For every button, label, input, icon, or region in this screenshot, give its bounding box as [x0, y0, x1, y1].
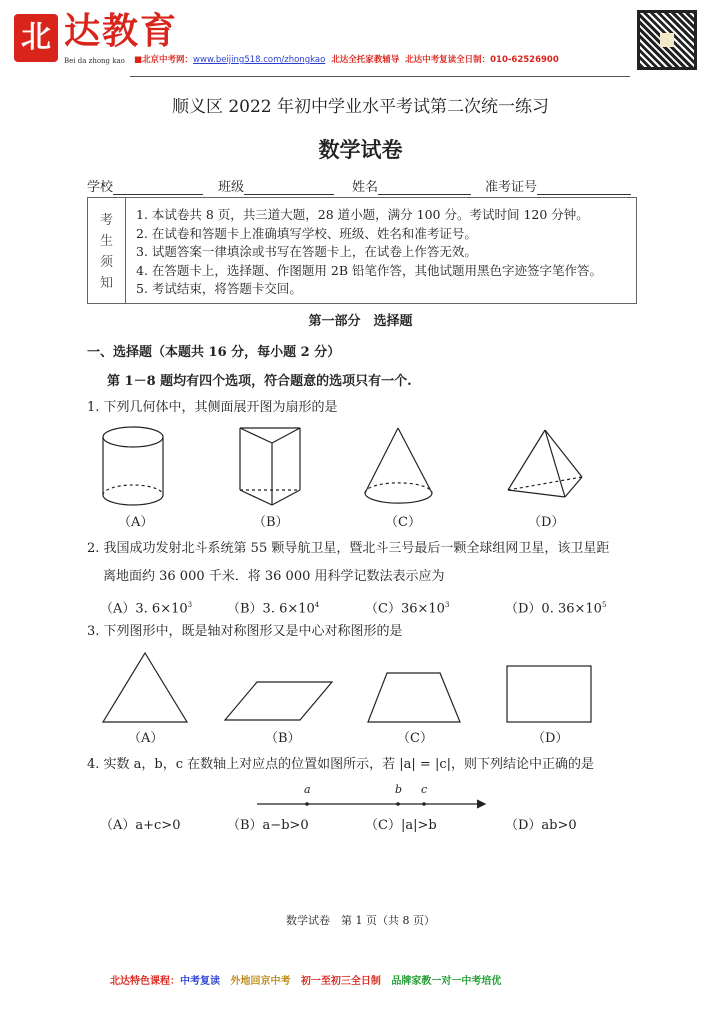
q2-option-a[interactable]: [100, 597, 192, 617]
q3-option-d[interactable]: （D）: [532, 731, 569, 746]
rectangle-figure: [505, 664, 595, 724]
q3-option-c[interactable]: （C）: [397, 731, 433, 746]
q1-option-d[interactable]: （D）: [528, 515, 565, 530]
logo-mark: 北: [14, 14, 58, 62]
site-link[interactable]: www.beijing518.com/zhongkao: [193, 55, 326, 65]
q4-text: 4. 实数 a，b，c 在数轴上对应点的位置如图所示，若 |a| = |c|，则下列结论中正确的是: [87, 757, 594, 772]
ad-course: 外地回京中考: [230, 976, 291, 987]
id-field[interactable]: [485, 176, 631, 195]
notice-item: 4. 在答题卡上，选择题、作图题用 2B 铅笔作答，其他试题用黑色字迹签字笔作答。: [136, 262, 602, 278]
school-field[interactable]: [87, 176, 203, 195]
promo-1: 北达全托家教辅导: [331, 55, 400, 65]
q1-option-b[interactable]: （B）: [253, 515, 289, 530]
triangle-figure: [100, 650, 190, 725]
q2-option-d-text: （D）0. 36×10: [505, 601, 602, 617]
header-divider: [130, 76, 630, 77]
q3-text: 3. 下列图形中，既是轴对称图形又是中心对称图形的是: [87, 624, 403, 639]
q2-text-line1: 2. 我国成功发射北斗系统第 55 颗导航卫星，暨北斗三号最后一颗全球组网卫星，该卫星距: [87, 541, 610, 556]
prism-figure: [232, 425, 312, 510]
q2-option-c[interactable]: [365, 597, 449, 617]
q3-option-a[interactable]: （A）: [128, 731, 164, 746]
notice-item: 3. 试题答案一律填涂或书写在答题卡上，在试卷上作答无效。: [136, 244, 477, 259]
class-field[interactable]: [218, 176, 334, 195]
ad-course: 品牌家教一对一中考培优: [391, 976, 502, 987]
exponent: 3: [187, 601, 193, 609]
q1-option-c[interactable]: （C）: [385, 515, 421, 530]
q2-option-a-text: （A）3. 6×10: [100, 601, 188, 617]
number-line: [255, 797, 490, 813]
point-c-label: c: [421, 783, 428, 796]
section-heading: 一、选择题（本题共 16 分，每小题 2 分）: [87, 345, 341, 360]
trapezoid-figure: [365, 670, 465, 725]
exponent: 4: [314, 601, 320, 609]
q2-option-b[interactable]: [227, 597, 319, 617]
q2-text-line2: 离地面约 36 000 千米．将 36 000 用科学记数法表示应为: [103, 569, 445, 584]
point-b-label: b: [395, 783, 403, 796]
notice-box: [87, 197, 637, 304]
q4-option-c[interactable]: （C）|a|>b: [365, 818, 437, 833]
ad-label: 北达特色课程：: [110, 976, 180, 987]
promo-2: 北达中考复读全日制：010-62526900: [405, 55, 559, 65]
notice-item: 2. 在试卷和答题卡上准确填写学校、班级、姓名和准考证号。: [136, 225, 477, 241]
instruction: 第 1－8 题均有四个选项，符合题意的选项只有一个.: [107, 374, 412, 389]
name-label: 姓名: [352, 180, 379, 195]
ad-course: 初一至初三全日制: [300, 976, 381, 987]
q2-option-c-text: （C）36×10: [365, 601, 445, 617]
ad-line: [110, 972, 501, 987]
exponent: 3: [444, 601, 450, 609]
exponent: 5: [601, 601, 607, 609]
site-label: 北京中考网：: [142, 55, 194, 65]
logo-text: 达教育: [64, 10, 179, 52]
qr-code-icon: [637, 10, 697, 70]
notice-label: 考生须知: [88, 198, 126, 303]
q2-option-d[interactable]: [505, 597, 606, 617]
notice-item: 1. 本试卷共 8 页，共三道大题，28 道小题，满分 100 分。考试时间 120 分钟。: [136, 207, 589, 222]
ad-course: 中考复读: [180, 976, 220, 987]
exam-subtitle: 数学试卷: [318, 137, 403, 162]
notice-items: [136, 206, 602, 299]
id-label: 准考证号: [485, 180, 538, 195]
parallelogram-figure: [222, 670, 342, 725]
q2-option-b-text: （B）3. 6×10: [227, 601, 315, 617]
class-label: 班级: [218, 180, 245, 195]
exam-title: 顺义区 2022 年初中学业水平考试第二次统一练习: [171, 97, 550, 117]
q4-option-b[interactable]: （B）a−b>0: [227, 818, 309, 833]
part-heading: 第一部分 选择题: [308, 314, 413, 329]
school-label: 学校: [87, 180, 114, 195]
name-field[interactable]: [352, 176, 471, 195]
point-a-label: a: [304, 783, 311, 796]
header-line: ■北京中考网：www.beijing518.com/zhongkao 北达全托家教辅导 北达中考复读全日制：010-62526900: [134, 55, 559, 65]
notice-item: 5. 考试结束，将答题卡交回。: [136, 281, 302, 296]
pyramid-figure: [500, 425, 590, 510]
q1-text: 1. 下列几何体中，其侧面展开图为扇形的是: [87, 400, 338, 415]
q4-option-a[interactable]: （A）a+c>0: [100, 818, 181, 833]
q1-option-a[interactable]: （A）: [118, 515, 154, 530]
cone-figure: [360, 425, 440, 510]
page-footer: 数学试卷 第 1 页（共 8 页）: [286, 914, 435, 927]
q4-option-d[interactable]: （D）ab>0: [505, 818, 577, 833]
q3-option-b[interactable]: （B）: [265, 731, 301, 746]
cylinder-figure: [95, 425, 185, 510]
logo-pinyin: Bei da zhong kao: [64, 57, 125, 65]
